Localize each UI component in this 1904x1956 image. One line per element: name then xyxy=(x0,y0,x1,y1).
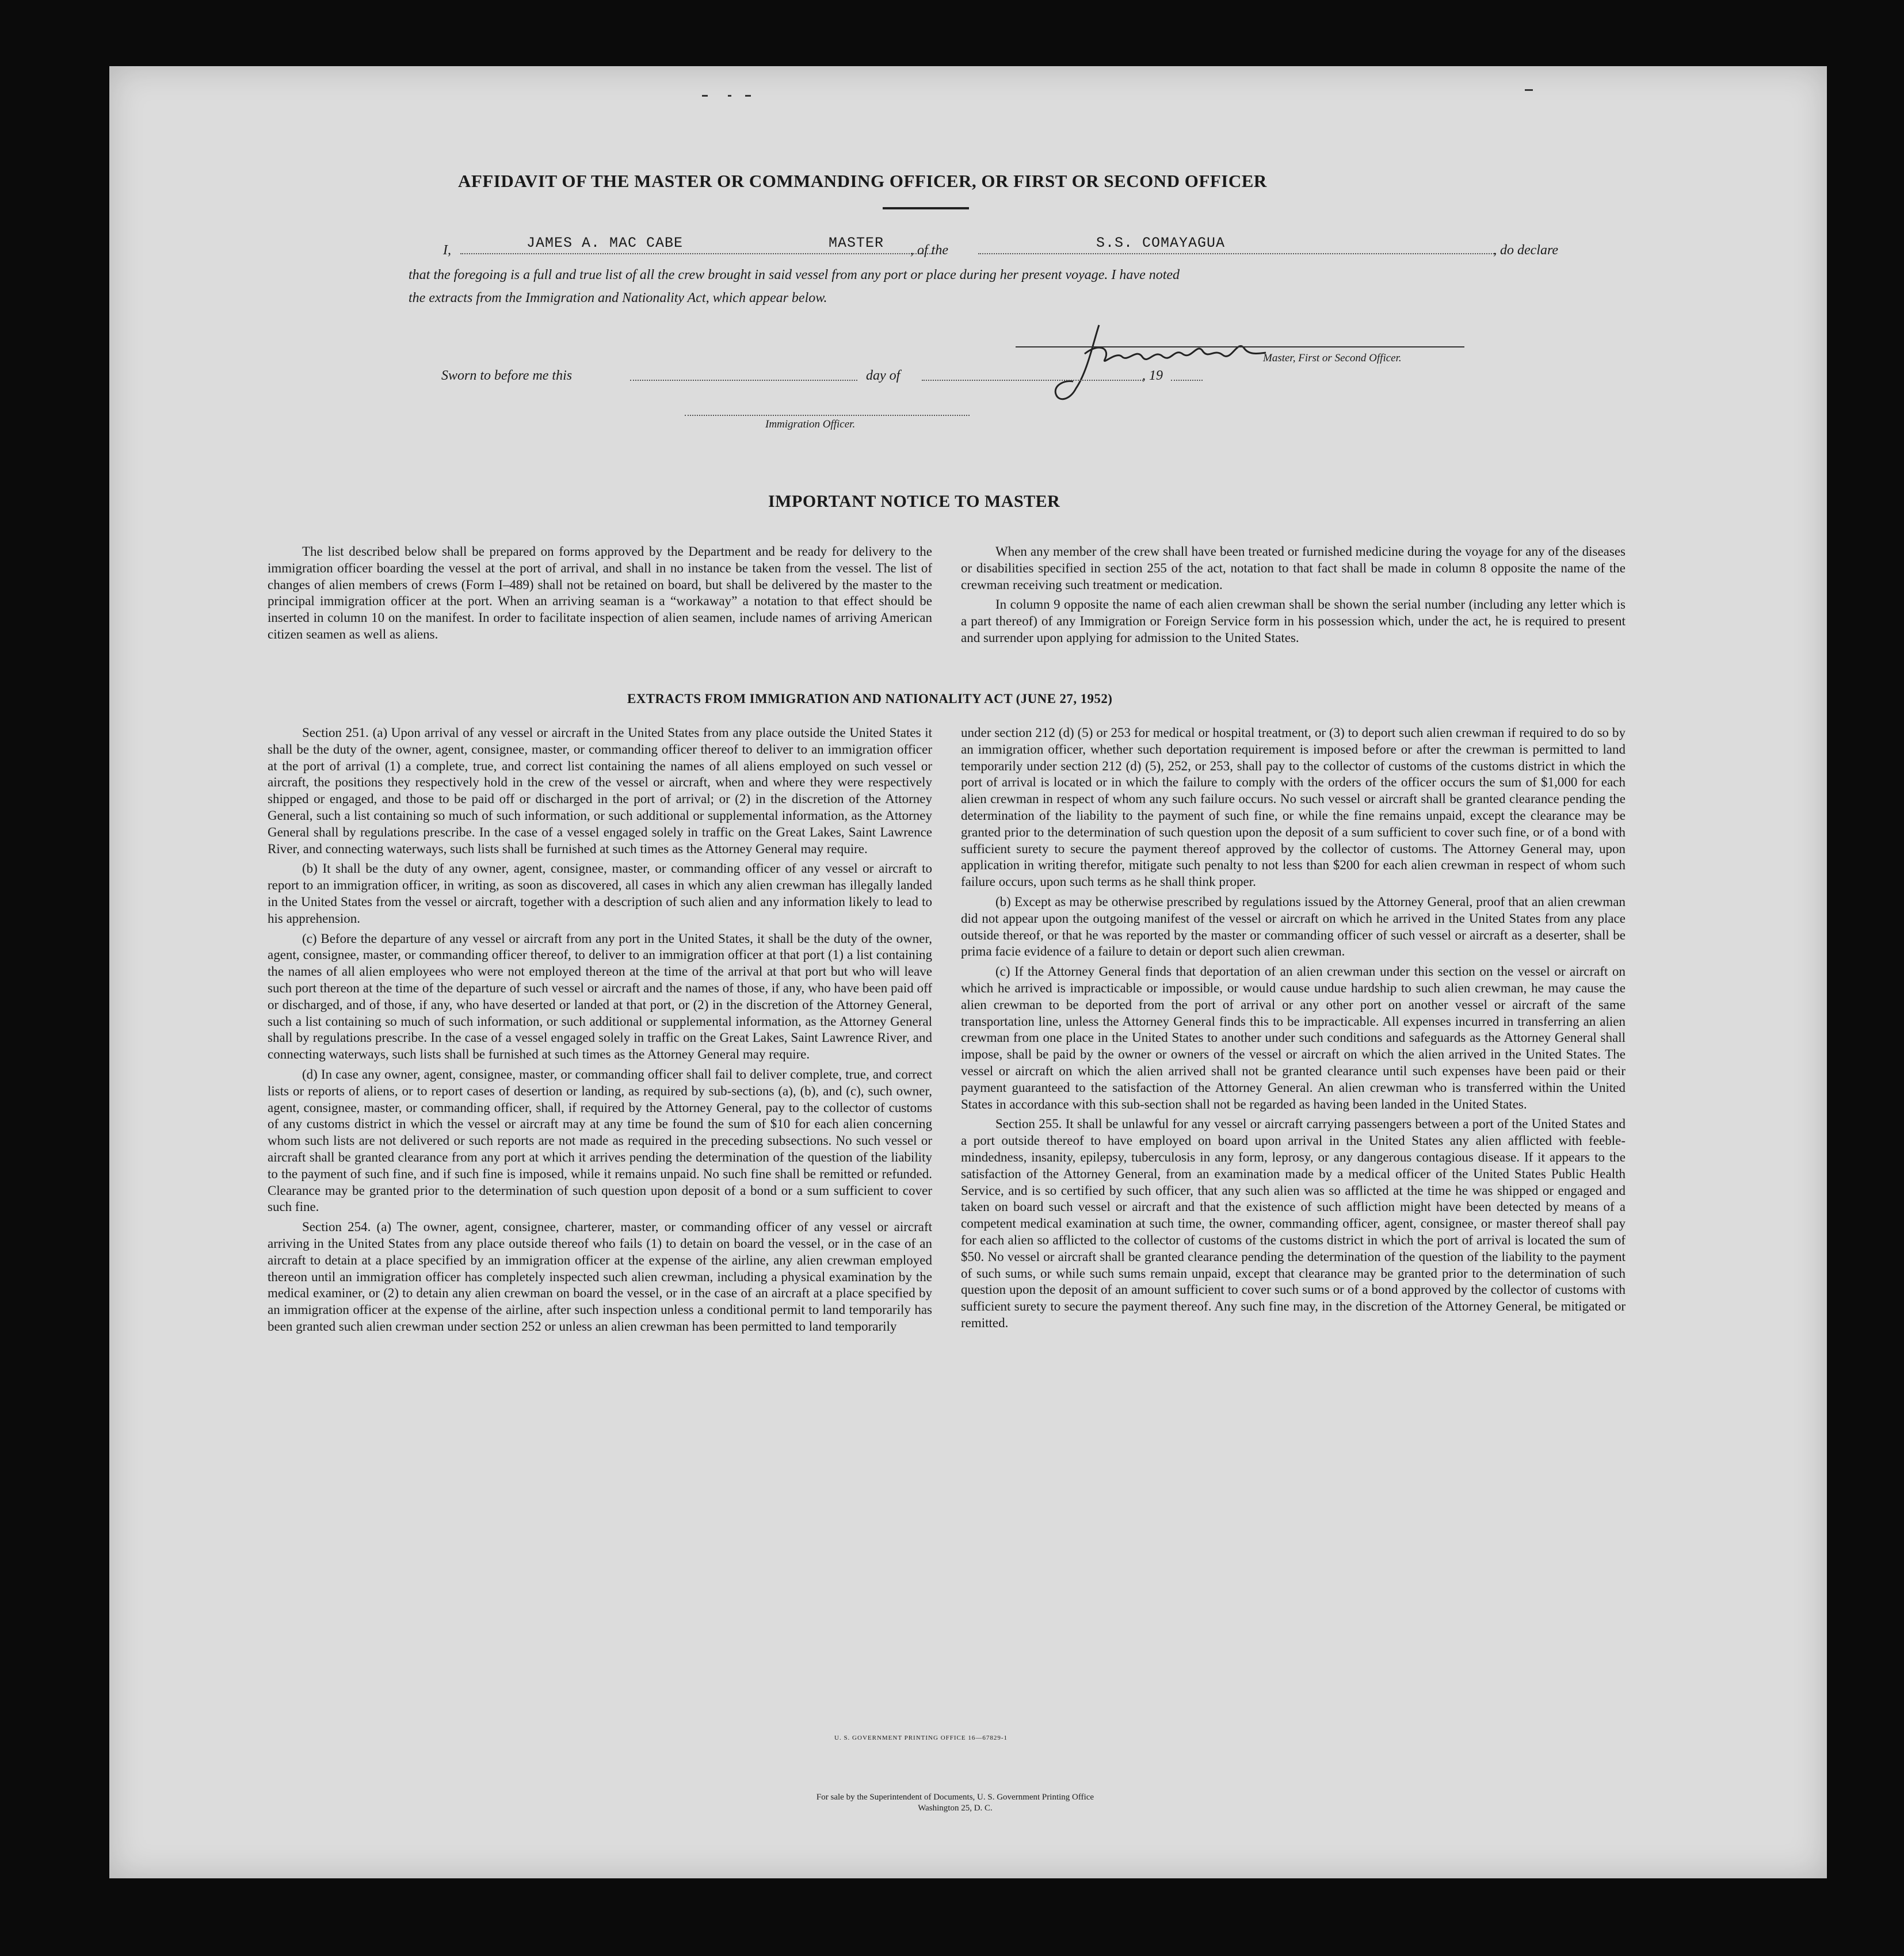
sale-notice xyxy=(725,1792,1185,1814)
day-of-label: day of xyxy=(866,368,901,383)
extracts-left-column xyxy=(268,725,932,1339)
rank-value: MASTER xyxy=(829,235,884,251)
of-the-label: , of the xyxy=(910,243,948,258)
notice-paragraph: When any member of the crew shall have been treated or furnished medicine during the voyage for any of the diseases or disabilities specified in section 255 of the act, notation to that fact shall be made in column 8 opposite the name of the crewman receiving such treatment or medication. xyxy=(961,544,1626,592)
extract-paragraph: under section 212 (d) (5) or 253 for medical or hospital treatment, or (3) to deport such alien crewman if required to do so by an immigration officer, whether such deportation requirement is imposed before or after the crewman is permitted to land temporarily under section 212 (d) (5), 252, or 253, shall pay to the collector of customs of the customs district in which the port of arrival is located or in which the failure to comply with the orders of the officer occurs the sum of $1,000 for each alien crewman in respect of whom any such failure occurs. No such vessel or aircraft shall be granted clearance pending the determination of the liability to the payment of such fine, or while the fine remains unpaid, except the clearance may be granted prior to the determination of such question upon the deposit of a sum sufficient to cover such fine, or of a bond with sufficient surety to secure the payment thereof approved by the collector of customs. The Attorney General may, upon application in writing therefor, mitigate such penalty to not less than $200 for each alien crewman in respect of whom such failure occurs, upon such terms as he shall think proper. xyxy=(961,725,1626,889)
notice-right-column xyxy=(961,544,1626,650)
extract-paragraph: (b) Except as may be otherwise prescribed by regulations issued by the Attorney General, proof that an alien crewman did not appear upon the outgoing manifest of the vessel or aircraft on which he arrived in the United States from any place outside thereof, or that he was reported by the master or commanding officer of such vessel or aircraft as a deserter, shall be prima facie evidence of a failure to detain or deport such alien crewman. xyxy=(961,894,1626,959)
master-signature xyxy=(1030,308,1300,411)
sworn-month-line xyxy=(922,380,1143,381)
master-name: JAMES A. MAC CABE xyxy=(526,235,684,251)
sworn-label: Sworn to before me this xyxy=(441,368,573,383)
printing-office-code: U. S. GOVERNMENT PRINTING OFFICE 16—67829-1 xyxy=(834,1735,1008,1741)
signature-line xyxy=(1016,346,1464,347)
top-mark xyxy=(728,95,731,97)
statement-line-2: the extracts from the Immigration and Nationality Act, which appear below. xyxy=(409,291,827,305)
extract-paragraph: Section 254. (a) The owner, agent, consignee, charterer, master, or commanding officer of any vessel or aircraft arriving in the United States from any place outside thereof who fails (1) to detain on board the vessel, or in the case of an aircraft to detain at a place specified by an immigration officer at the expense of the airline, any alien crewman employed thereon until an immigration officer has completely inspected such alien crewman, including a physical examination by the medical examiner, or (2) to detain any alien crewman on board the vessel, or in the case of an aircraft at a place specified by an immigration officer at the expense of the airline, after such inspection unless a conditional permit to land temporarily has been granted such alien crewman under section 252 or unless an alien crewman has been permitted to land temporarily xyxy=(268,1220,932,1334)
name-line xyxy=(460,253,932,254)
notice-title: IMPORTANT NOTICE TO MASTER xyxy=(768,492,1060,511)
top-mark xyxy=(1525,89,1533,91)
do-declare-label: , do declare xyxy=(1493,243,1559,258)
top-mark xyxy=(702,95,708,97)
sworn-year-line xyxy=(1171,380,1203,381)
sale-line-1: For sale by the Superintendent of Documents, U. S. Government Printing Office xyxy=(816,1793,1094,1802)
extract-paragraph: Section 255. It shall be unlawful for any vessel or aircraft carrying passengers between a port of the United States and a port outside thereof to have employed on board upon arrival in the United States any alien afflicted with feeble-mindedness, insanity, epilepsy, tuberculosis in any form, leprosy, or any dangerous contagious disease. If it appears to the satisfaction of the Attorney General, from an examination made by a medical officer of the United States Public Health Service, and is so certified by such officer, that any such alien was so afflicted at the time he was shipped or engaged and taken on board such vessel or aircraft and that the existence of such affliction might have been detected by means of a competent medical examination at such time, the owner, commanding officer, agent, consignee, or master thereof shall pay for each alien so afflicted to the collector of customs of the customs district in which the port of arrival is located the sum of $50. No vessel or aircraft shall be granted clearance pending the determination of the question of the liability to the payment of such sums, or while such sums remain unpaid, except that clearance may be granted prior to the determination of such question upon the deposit of an amount sufficient to cover such sums or of a bond approved by the collector of customs with sufficient surety to secure the payment thereof. Any such fine may, in the discretion of the Attorney General, be mitigated or remitted. xyxy=(961,1117,1626,1330)
extracts-right-column xyxy=(961,725,1626,1335)
document-page xyxy=(109,66,1827,1878)
extract-paragraph: (c) If the Attorney General finds that deportation of an alien crewman under this section on the vessel or aircraft on which he arrived is impracticable or impossible, or would cause undue hardship to such alien crewman, he may cause the alien crewman to be deported from the port of arrival or any other port on another vessel or aircraft of the same transportation line, unless the Attorney General finds this to be impracticable. All expenses incurred in transferring an alien crewman from one place in the United States to another under such conditions and safeguards as the Attorney General shall impose, shall be paid by the owner or owners of the vessel or aircraft on which the alien arrived in the United States. The vessel or aircraft on which the alien arrived shall not be granted clearance until such expenses have been paid or their payment guaranteed to the satisfaction of the Attorney General. An alien crewman who is transferred within the United States in accordance with this sub-section shall not be regarded as having been landed in the United States. xyxy=(961,964,1626,1111)
statement-line-1: that the foregoing is a full and true list of all the crew brought in said vessel from any port or place during her present voyage. I have noted xyxy=(409,268,1180,282)
sworn-day-line xyxy=(630,380,857,381)
extract-paragraph: (d) In case any owner, agent, consignee, master, or commanding officer shall fail to deliver complete, true, and correct lists or reports of aliens, or to report cases of desertion or landing, as required by sub-sections (a), (b), and (c), such owner, agent, consignee, master, or commanding officer, shall, if required by the Attorney General, pay to the collector of customs of any customs district in which the vessel or aircraft may at any time be found the sum of $10 for each alien concerning whom such lists are not delivered or such reports are not made as required in the preceding subsections. No such vessel or aircraft shall be granted clearance from any port at which it arrives pending the determination of the question of the liability to the payment of such fine, and if such fine is imposed, while it remains unpaid. No such fine shall be remitted or refunded. Clearance may be granted prior to the determination of such question upon deposit of a bond or a sum sufficient to cover such fine. xyxy=(268,1067,932,1214)
year-prefix: , 19 xyxy=(1142,368,1163,383)
pronoun-label: I, xyxy=(443,243,451,258)
officer-caption: Immigration Officer. xyxy=(765,418,856,430)
notice-left-column xyxy=(268,544,932,647)
extract-paragraph: Section 251. (a) Upon arrival of any vessel or aircraft in the United States from any place outside the United States it shall be the duty of the owner, agent, consignee, master, or commanding officer thereof to deliver to an immigration officer at the port of arrival (1) a complete, true, and correct list containing the names of all aliens employed on such vessel or aircraft, the positions they respectively hold in the crew of the vessel or aircraft, when and where they were respectively shipped or engaged, and those to be paid off or discharged in the port of arrival; or (2) in the discretion of the Attorney General, such a list containing so much of such information, or such additional or supplemental information, as the Attorney General shall by regulations prescribe. In the case of a vessel engaged solely in traffic on the Great Lakes, Saint Lawrence River, and connecting waterways, such lists shall be furnished at such times as the Attorney General may require. xyxy=(268,725,932,856)
notice-paragraph: The list described below shall be prepared on forms approved by the Department and be ready for delivery to the immigration officer boarding the vessel at the port of arrival, and shall in no instance be taken from the vessel. The list of changes of alien members of crews (Form I–489) shall not be retained on board, but shall be delivered by the master to the principal immigration officer at the port. When an arriving seaman is a “workaway” a notation to that effect should be inserted in column 10 on the manifest. In order to facilitate inspection of alien seamen, include names of arriving American citizen seamen as well as aliens. xyxy=(268,544,932,641)
officer-signature-line xyxy=(685,415,970,416)
vessel-line xyxy=(978,253,1496,254)
title-divider xyxy=(883,207,969,209)
notice-paragraph: In column 9 opposite the name of each alien crewman shall be shown the serial number (including any letter which is a part thereof) of any Immigration or Foreign Service form in his possession which, under the act, he is required to present and surrender upon applying for admission to the United States. xyxy=(961,597,1626,645)
extract-paragraph: (b) It shall be the duty of any owner, agent, consignee, master, or commanding officer of any vessel or aircraft to report to an immigration officer, in writing, as soon as discovered, all cases in which any alien crewman has illegally landed in the United States from the vessel or aircraft, together with a description of such alien and any information likely to lead to his apprehension. xyxy=(268,861,932,926)
top-mark xyxy=(745,95,751,97)
signature-caption: Master, First or Second Officer. xyxy=(1263,352,1402,364)
vessel-name: S.S. COMAYAGUA xyxy=(1096,235,1226,251)
affidavit-title: AFFIDAVIT OF THE MASTER OR COMMANDING OFFICER, OR FIRST OR SECOND OFFICER xyxy=(458,171,1267,191)
extracts-title: EXTRACTS FROM IMMIGRATION AND NATIONALITY ACT (JUNE 27, 1952) xyxy=(627,692,1113,706)
sale-line-2: Washington 25, D. C. xyxy=(918,1804,993,1813)
extract-paragraph: (c) Before the departure of any vessel or aircraft from any port in the United States, it shall be the duty of the owner, agent, consignee, master, or commanding officer thereof, to deliver to an immigration officer at that port (1) a list containing the names of all alien employees who were not employed thereon at the time of the arrival at that port but who will leave such port thereon at the time of the departure of such vessel or aircraft and the names of those, if any, who have been paid off or discharged, and of those, if any, who have deserted or landed at that port, or (2) in the discretion of the Attorney General, such a list containing so much of such information, or such additional or supplemental information, as the Attorney General shall by regulations prescribe. In the case of a vessel engaged solely in traffic on the Great Lakes, Saint Lawrence River, and connecting waterways, such lists shall be furnished at such times as the Attorney General may require. xyxy=(268,931,932,1062)
